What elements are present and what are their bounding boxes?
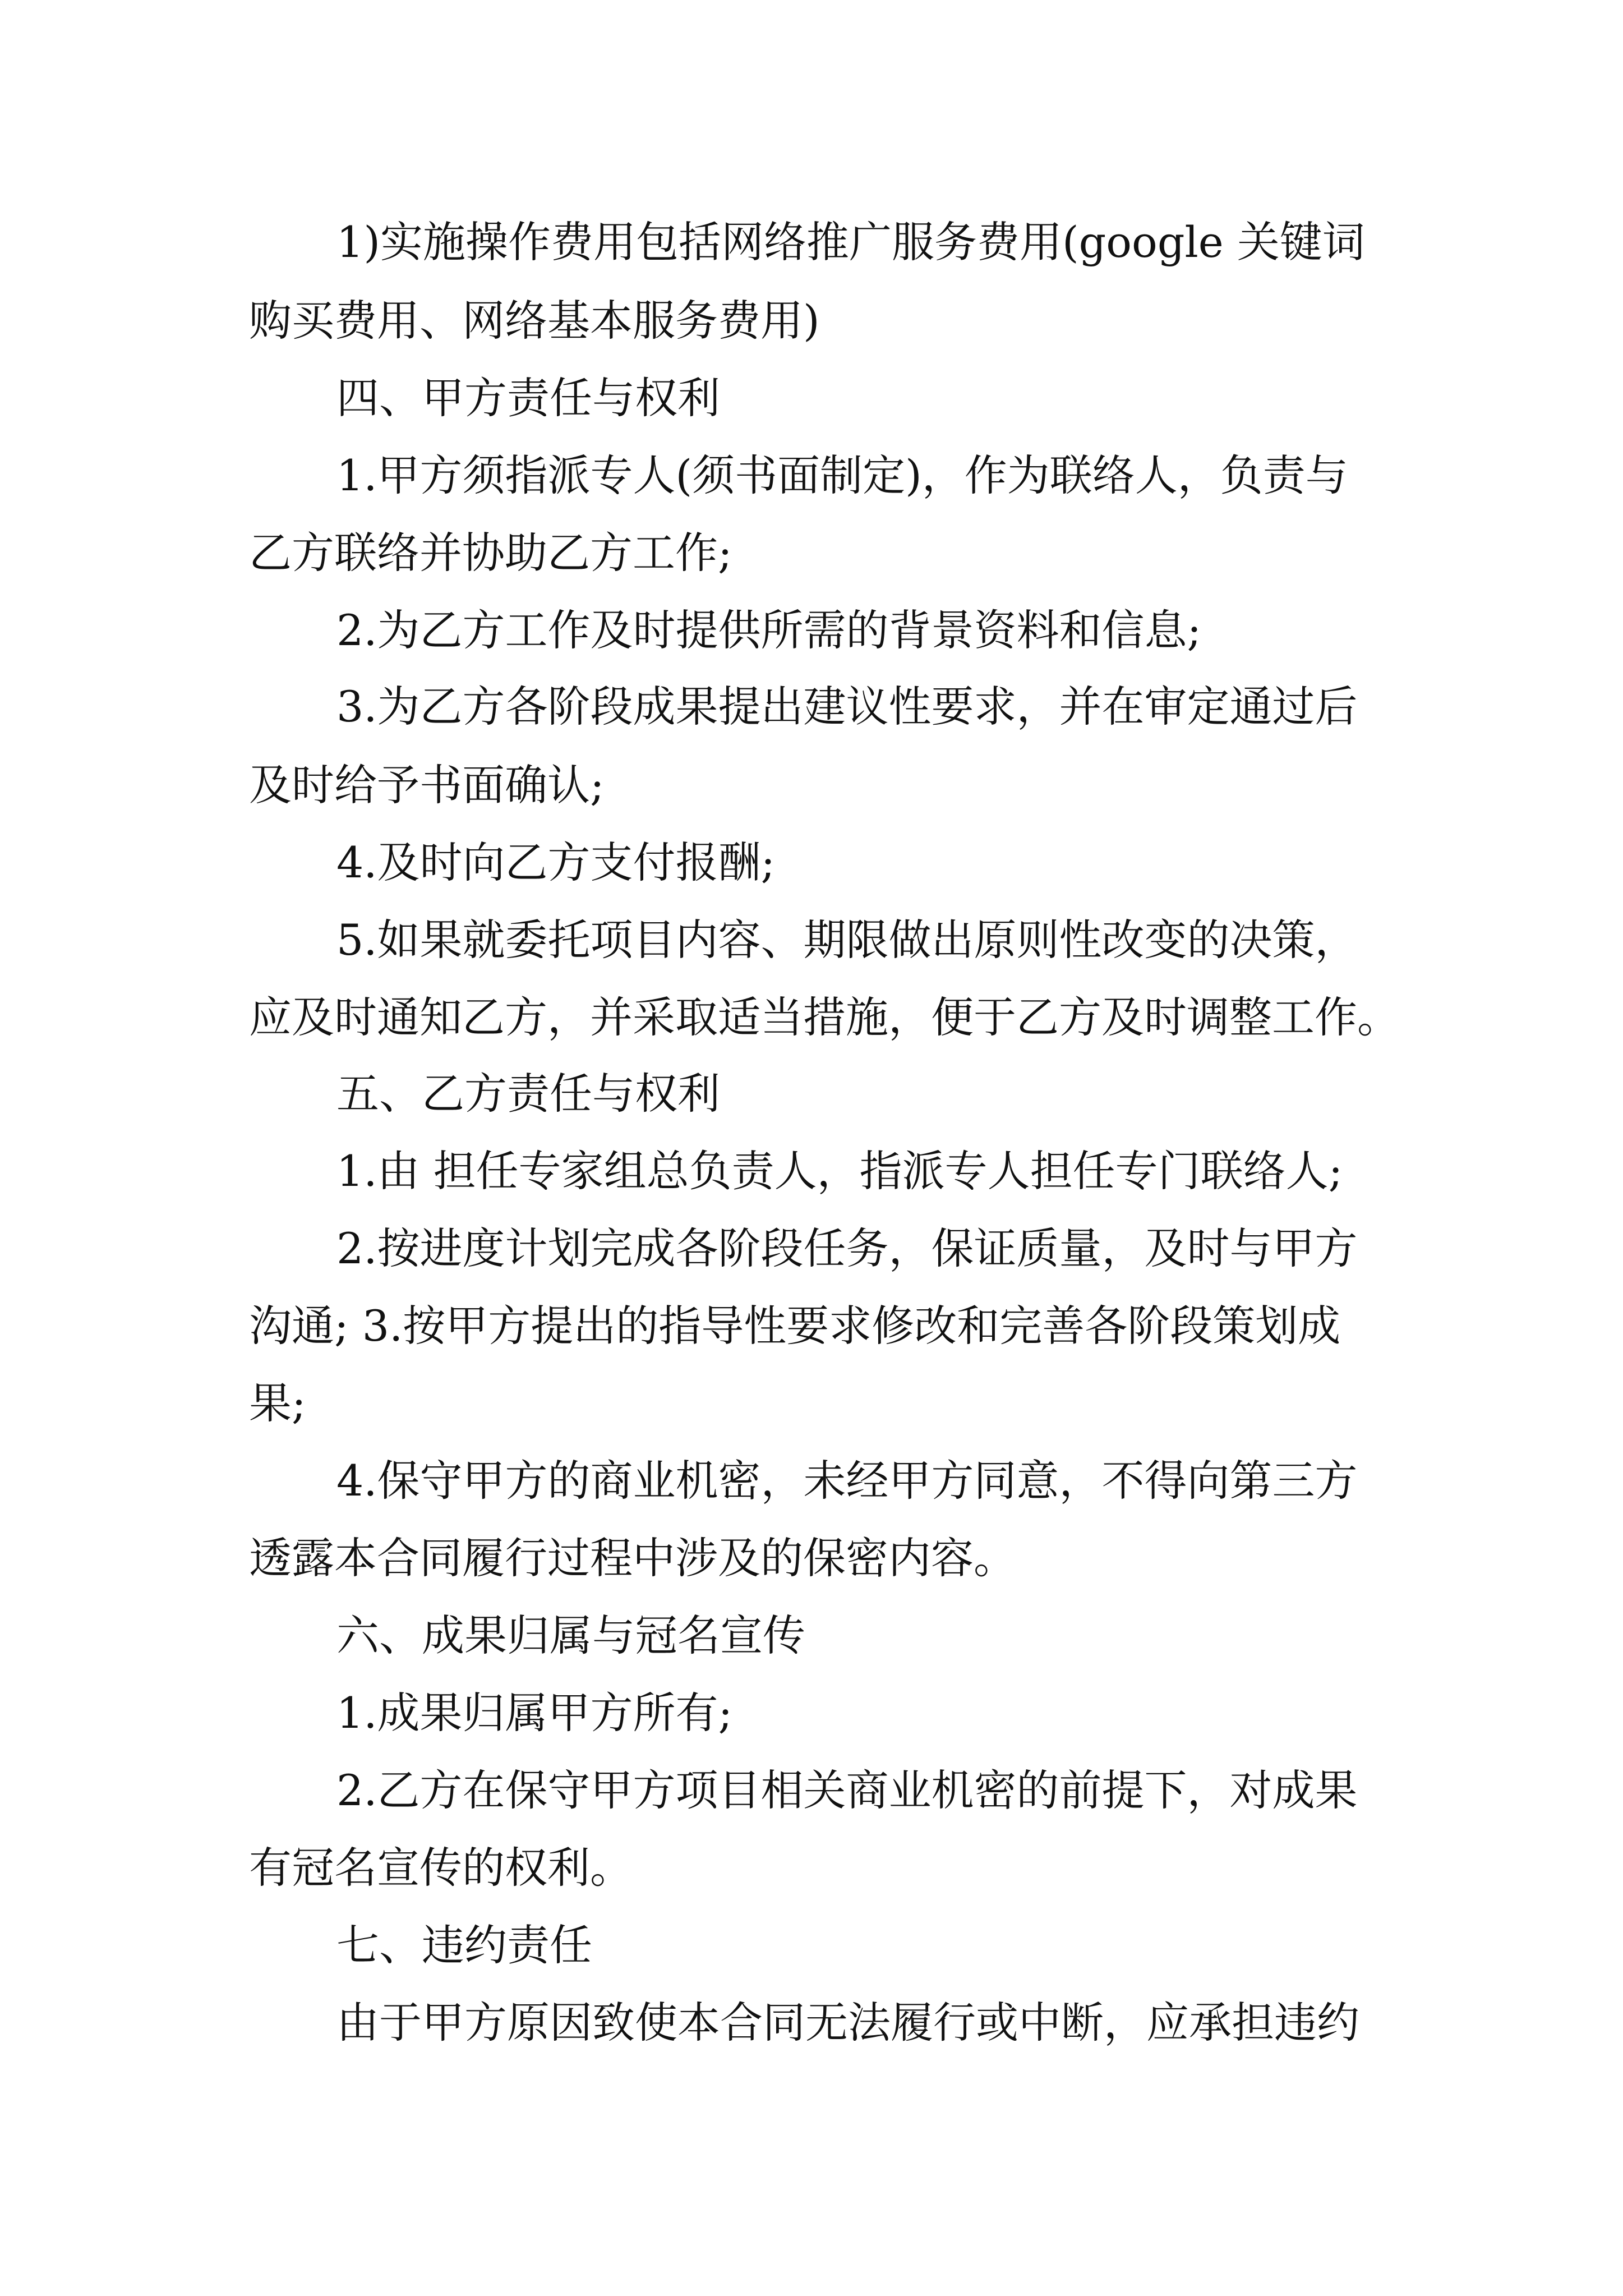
text-line: 沟通; 3.按甲方提出的指导性要求修改和完善各阶段策划成 (249, 1301, 1341, 1351)
section-heading: 七、违约责任 (336, 1920, 592, 1970)
section-heading: 五、乙方责任与权利 (336, 1069, 720, 1119)
section-heading: 四、甲方责任与权利 (336, 373, 720, 423)
text-line: 购买费用、网络基本服务费用) (249, 296, 820, 346)
text-line: 2.乙方在保守甲方项目相关商业机密的前提下，对成果 (336, 1765, 1358, 1815)
text-line: 2.为乙方工作及时提供所需的背景资料和信息; (336, 605, 1202, 655)
text-line: 由于甲方原因致使本合同无法履行或中断，应承担违约 (336, 1998, 1359, 2047)
text-line: 4.及时向乙方支付报酬; (336, 838, 776, 887)
text-line: 1.甲方须指派专人(须书面制定)，作为联络人，负责与 (336, 450, 1348, 500)
text-line: 及时给予书面确认; (249, 760, 605, 810)
text-line: 1.由 担任专家组总负责人，指派专人担任专门联络人; (336, 1146, 1343, 1196)
text-line: 4.保守甲方的商业机密，未经甲方同意，不得向第三方 (336, 1456, 1358, 1506)
text-line: 3.为乙方各阶段成果提出建议性要求，并在审定通过后 (336, 682, 1358, 731)
text-line: 1.成果归属甲方所有; (336, 1688, 733, 1738)
text-line: 透露本合同履行过程中涉及的保密内容。 (249, 1533, 1016, 1583)
text-line: 1)实施操作费用包括网络推广服务费用(google 关键词 (336, 217, 1365, 267)
text-line: 有冠名宣传的权利。 (249, 1843, 633, 1893)
text-line: 应及时通知乙方，并采取适当措施，便于乙方及时调整工作。 (249, 992, 1400, 1042)
text-line: 2.按进度计划完成各阶段任务，保证质量，及时与甲方 (336, 1223, 1358, 1273)
text-line: 5.如果就委托项目内容、期限做出原则性改变的决策， (336, 915, 1358, 965)
section-heading: 六、成果归属与冠名宣传 (336, 1611, 805, 1660)
text-line: 果; (249, 1378, 306, 1428)
text-line: 乙方联络并协助乙方工作; (249, 528, 732, 578)
